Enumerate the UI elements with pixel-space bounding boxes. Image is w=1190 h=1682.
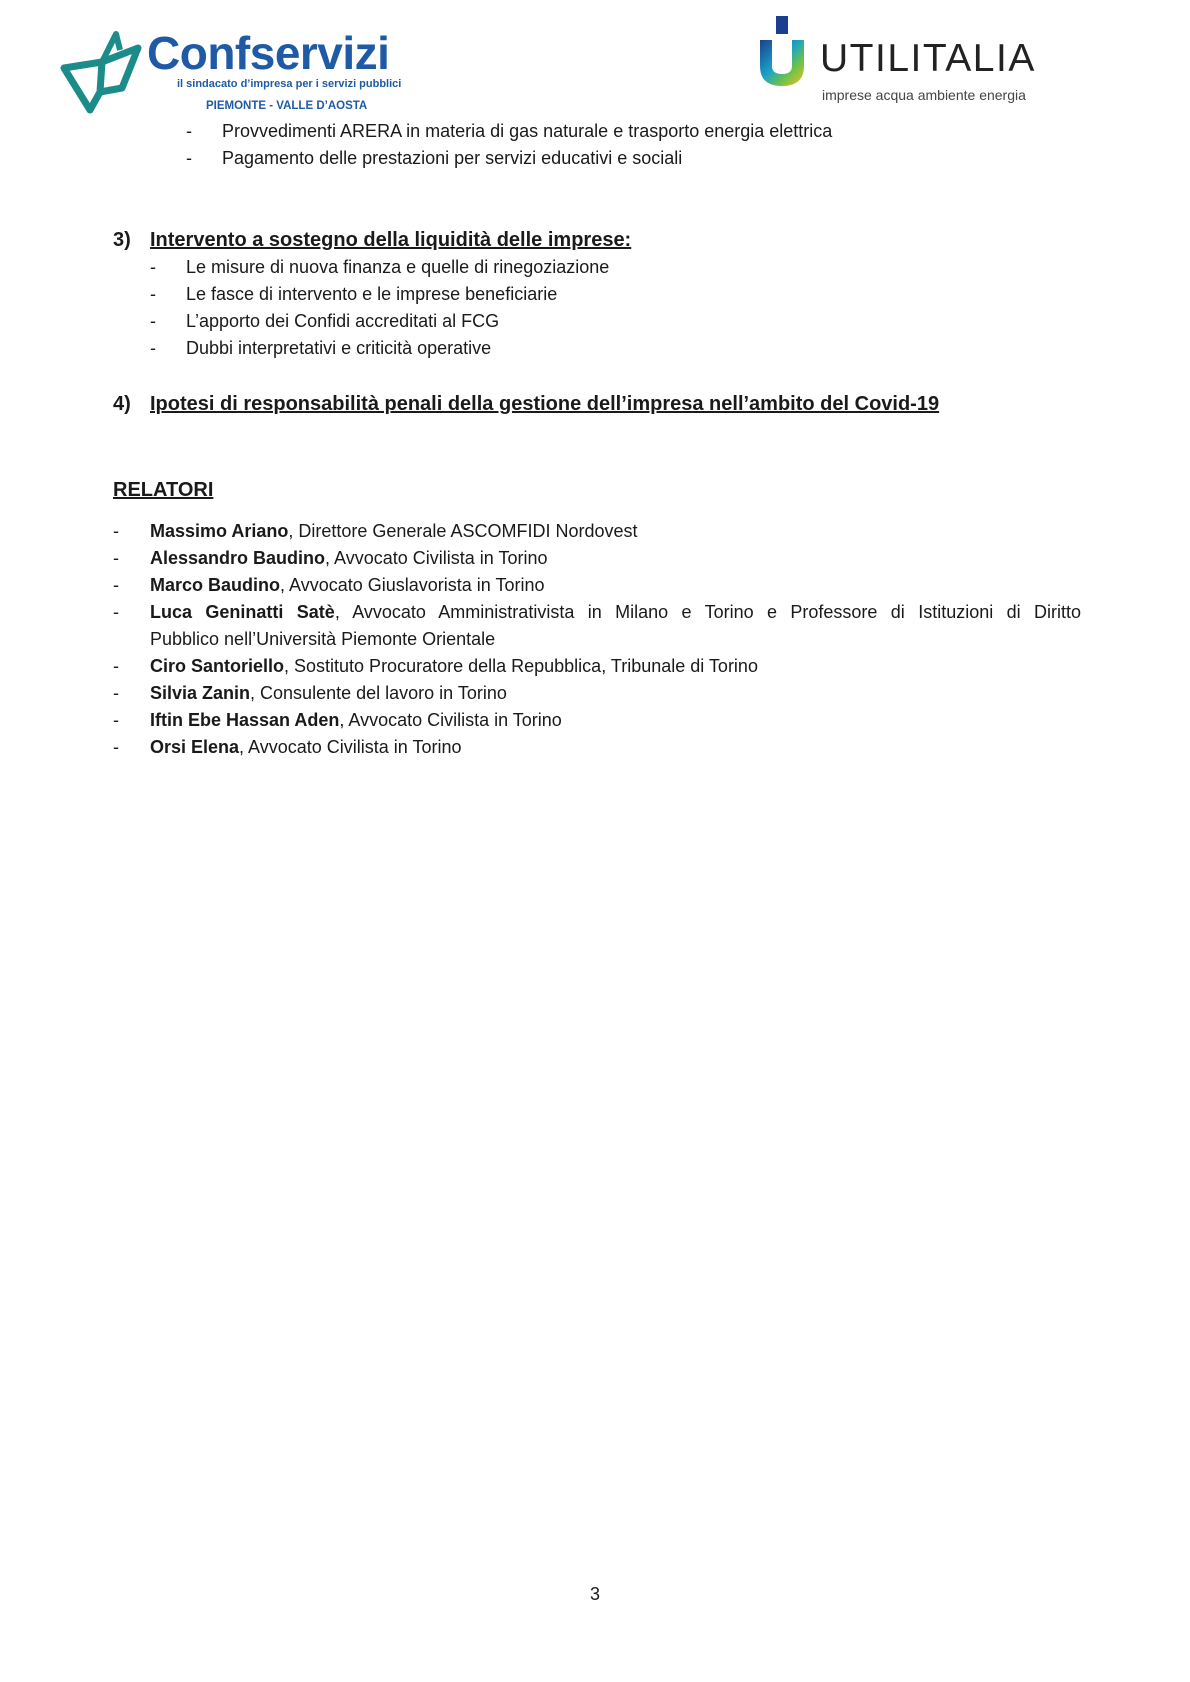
confservizi-region: PIEMONTE - VALLE D’AOSTA (206, 100, 368, 112)
speaker-item (113, 518, 1081, 545)
section-3-list (186, 254, 1086, 362)
speaker-item (113, 680, 1081, 707)
confservizi-name: Confservizi (147, 27, 390, 79)
confservizi-tagline: il sindacato d’impresa per i servizi pubblici (177, 78, 402, 90)
speaker-item (113, 653, 1081, 680)
list-item: - Pagamento delle prestazioni per servizi educativi e sociali (222, 145, 1122, 172)
utilitalia-name: UTILITALIA (820, 37, 1036, 80)
carryover-list (222, 118, 1122, 172)
section-3-heading (113, 226, 1013, 254)
section-title: Intervento a sostegno della liquidità delle imprese: (150, 229, 632, 251)
speaker-name: Luca Geninatti Satè (150, 602, 335, 622)
speakers-heading: RELATORI (113, 479, 214, 501)
section-4-heading (113, 390, 1113, 418)
section-number: 4) (113, 393, 131, 415)
utilitalia-logo (758, 16, 1088, 106)
page-number: 3 (589, 1584, 600, 1604)
list-item: - Le misure di nuova finanza e quelle di rinegoziazione (186, 254, 1086, 281)
speaker-item (113, 545, 1081, 572)
list-item: - Dubbi interpretativi e criticità operative (186, 335, 1086, 362)
section-number: 3) (113, 229, 131, 251)
utilitalia-u-icon (758, 16, 806, 86)
speaker-role-continuation: Pubblico nell’Università Piemonte Orientale (150, 629, 496, 649)
speaker-name: Alessandro Baudino (150, 548, 326, 568)
speaker-role: , Sostituto Procuratore della Repubblica, Tribunale di Torino (284, 656, 758, 676)
speaker-item (113, 734, 1081, 761)
speakers-list (113, 518, 1081, 761)
speaker-name: Marco Baudino (150, 575, 281, 595)
confservizi-book-icon (60, 28, 144, 114)
speaker-item (113, 707, 1081, 734)
confservizi-logo (60, 24, 440, 114)
utilitalia-tagline: imprese acqua ambiente energia (822, 87, 1026, 103)
speaker-name: Ciro Santoriello (150, 656, 285, 676)
speaker-role: , Avvocato Civilista in Torino (325, 548, 548, 568)
speaker-name: Orsi Elena (150, 737, 240, 757)
speaker-item (113, 572, 1081, 599)
speaker-role: , Avvocato Giuslavorista in Torino (280, 575, 545, 595)
speaker-name: Massimo Ariano (150, 521, 289, 541)
list-item: - Le fasce di intervento e le imprese beneficiarie (186, 281, 1086, 308)
speaker-role: , Avvocato Civilista in Torino (339, 710, 562, 730)
speaker-role: , Avvocato Amministrativista in Milano e Torino e Professore di Istituzioni di Diritto (334, 602, 1082, 622)
speaker-item (113, 599, 1081, 653)
speaker-role: , Direttore Generale ASCOMFIDI Nordovest (288, 521, 638, 541)
speaker-name: Silvia Zanin (150, 683, 251, 703)
speaker-name: Iftin Ebe Hassan Aden (150, 710, 340, 730)
speaker-role: , Consulente del lavoro in Torino (250, 683, 507, 703)
list-item: - Provvedimenti ARERA in materia di gas naturale e trasporto energia elettrica (222, 118, 1122, 145)
speaker-line (150, 599, 1081, 626)
list-item: - L’apporto dei Confidi accreditati al FCG (186, 308, 1086, 335)
speaker-role: , Avvocato Civilista in Torino (239, 737, 462, 757)
section-title: Ipotesi di responsabilità penali della gestione dell’impresa nell’ambito del Covid-19 (150, 393, 940, 415)
